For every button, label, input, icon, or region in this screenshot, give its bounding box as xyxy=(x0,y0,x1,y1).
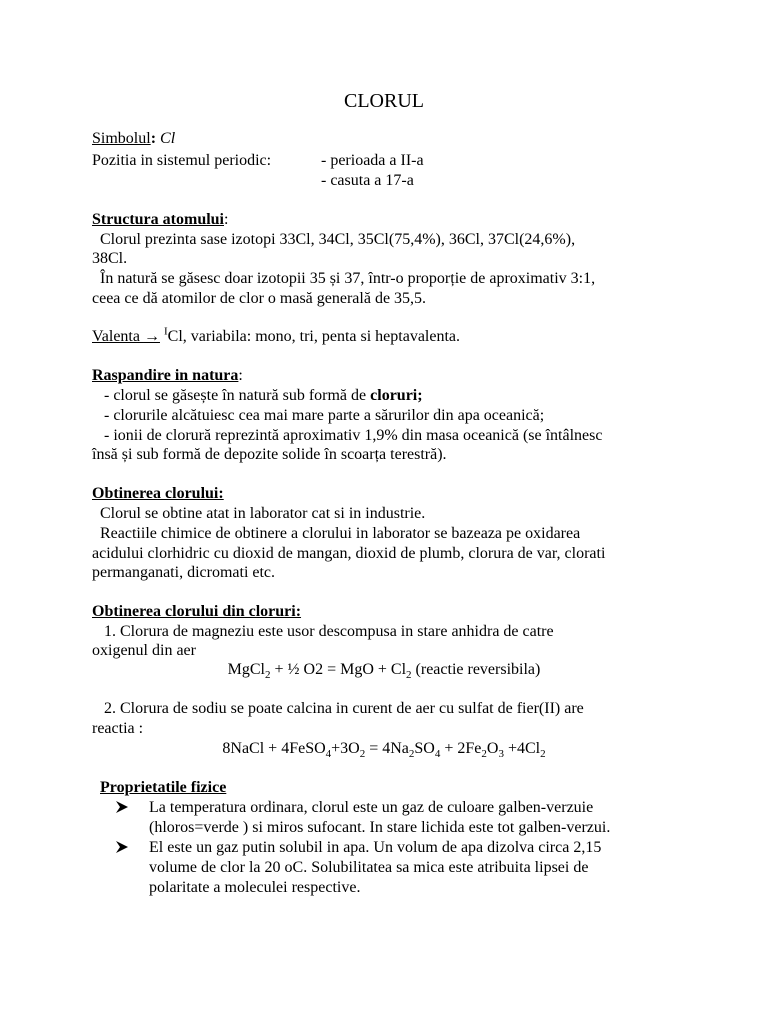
structura-line-3: În natură se găsesc doar izotopii 35 și 37, într-o proporție de aproximativ 3:1, xyxy=(100,270,596,287)
structura-line-1: Clorul prezinta sase izotopi 33Cl, 34Cl, 35Cl(75,4%), 36Cl, 37Cl(24,6%), xyxy=(100,231,576,248)
valenta-line xyxy=(92,325,461,346)
raspandire-line-4: însă și sub formă de depozite solide în scoarța terestră). xyxy=(92,446,447,463)
raspandire-heading: Raspandire in natura xyxy=(92,367,239,384)
pozitia-casuta: - casuta a 17-a xyxy=(321,172,414,189)
raspandire-line-2: - clorurile alcătuiesc cea mai mare parte a sărurilor din apa oceanică; xyxy=(104,407,545,424)
proprietati-bullet2-line1: El este un gaz putin solubil in apa. Un volum de apa dizolva circa 2,15 xyxy=(149,839,602,856)
din-cloruri-item1-line1: 1. Clorura de magneziu este usor descompusa in stare anhidra de catre xyxy=(104,623,554,640)
raspandire-colon: : xyxy=(238,367,243,384)
equation-1: MgCl$_2$ + ½ O2 = MgO + $Cl_2$ (reactie reversibila) xyxy=(227,661,541,682)
din-cloruri-item1-line2: oxigenul din aer xyxy=(92,642,196,659)
proprietati-heading: Proprietatile fizice xyxy=(100,779,227,796)
raspandire-heading-line xyxy=(92,367,243,385)
pozitia-label: Pozitia in sistemul periodic: xyxy=(92,152,272,169)
proprietati-bullet2-line2: volume de clor la 20 oC. Solubilitatea sa mica este atribuita lipsei de xyxy=(149,859,589,876)
din-cloruri-item2-line2: reactia : xyxy=(92,720,144,737)
cloruri-bold: cloruri; xyxy=(370,387,423,404)
simbol-line xyxy=(92,130,175,148)
simbol-value: Cl xyxy=(160,130,176,147)
obtinerea-line-1: Clorul se obtine atat in laborator cat si in industrie. xyxy=(100,505,426,522)
proprietati-bullet1-line1: La temperatura ordinara, clorul este un gaz de culoare galben-verzuie xyxy=(149,799,594,816)
structura-heading-line xyxy=(92,211,228,229)
din-cloruri-item2-line1: 2. Clorura de sodiu se poate calcina in curent de aer cu sulfat de fier(II) are xyxy=(104,700,584,717)
obtinerea-line-4: permanganati, dicromati etc. xyxy=(92,564,276,581)
valenta-arrow: → xyxy=(143,328,160,345)
pozitia-perioada: - perioada a II-a xyxy=(321,152,424,169)
simbol-label: Simbolul xyxy=(92,130,151,147)
obtinerea-line-2: Reactiile chimice de obtinere a clorului in laborator se bazeaza pe oxidarea xyxy=(100,525,581,542)
equation-2: 8NaCl + $4FeSO_4+3O_2 = 4Na_2SO_4 + 2Fe_2O_3 +4Cl_2$ xyxy=(222,740,546,761)
valenta-sup: I xyxy=(163,325,168,338)
raspandire-line-1: - clorul se găsește în natură sub formă de cloruri; xyxy=(104,387,423,404)
din-cloruri-heading: Obtinerea clorului din cloruri: xyxy=(92,603,302,620)
proprietati-bullet1-line2: (hloros=verde ) si miros sufocant. In stare lichida este tot galben-verzui. xyxy=(149,819,611,836)
structura-line-2: 38Cl. xyxy=(92,250,128,267)
valenta-label: Valenta → xyxy=(92,328,160,345)
arrow-bullet-icon xyxy=(115,840,129,854)
arrow-bullet-icon xyxy=(115,800,129,814)
simbol-colon: : xyxy=(150,130,157,147)
proprietati-bullet2-line3: polaritate a moleculei respective. xyxy=(149,879,361,896)
raspandire-line-3: - ionii de clorură reprezintă aproximativ 1,9% din masa oceanică (se întâlnesc xyxy=(104,427,603,444)
structura-colon: : xyxy=(224,211,229,228)
obtinerea-heading: Obtinerea clorului: xyxy=(92,485,224,502)
obtinerea-line-3: acidului clorhidric cu dioxid de mangan, dioxid de plumb, clorura de var, clorati xyxy=(92,545,606,562)
structura-line-4: ceea ce dă atomilor de clor o masă generală de 35,5. xyxy=(92,290,427,307)
structura-heading: Structura atomului xyxy=(92,211,224,228)
valenta-text: Cl, variabila: mono, tri, penta si heptavalenta. xyxy=(167,328,461,345)
page-title: CLORUL xyxy=(344,90,424,112)
